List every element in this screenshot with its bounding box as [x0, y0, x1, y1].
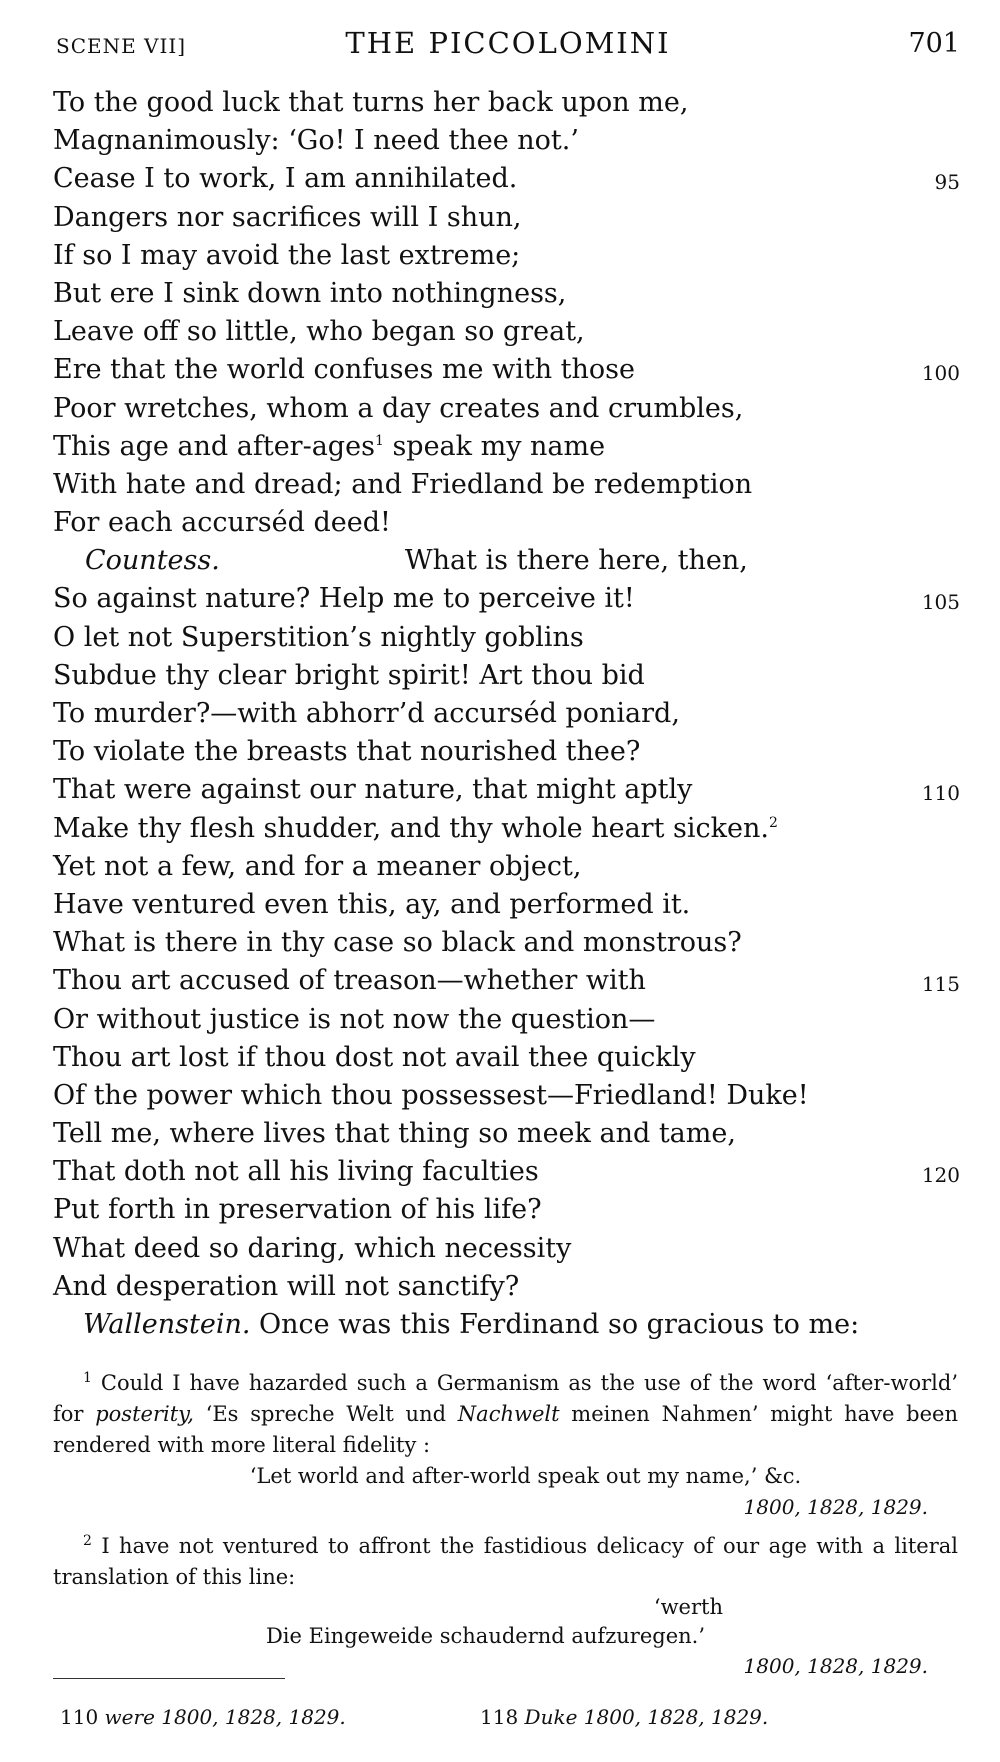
verse-line: Make thy flesh shudder, and thy whole heart sicken.$^2$: [53, 812, 778, 844]
line-number: 120: [921, 1163, 960, 1188]
apparatus-entry: 118 Duke 1800, 1828, 1829.: [480, 1705, 769, 1729]
page-number: 701: [908, 28, 960, 59]
footnote-source: 1800, 1828, 1829.: [743, 1654, 928, 1678]
verse-line: Magnanimously: ‘Go! I need thee not.’: [53, 125, 579, 157]
line-number: 105: [921, 590, 960, 615]
verse-line-speech: Wallenstein. Once was this Ferdinand so gracious to me:: [83, 1309, 860, 1340]
verse-line: That were against our nature, that might aptly 110: [53, 771, 960, 809]
footnote-divider: [53, 1678, 285, 1679]
verse-line: To murder?—with abhorr’d accurséd poniard,: [53, 698, 680, 729]
footnote-source: 1800, 1828, 1829.: [743, 1495, 928, 1519]
verse-line: O let not Superstition’s nightly goblins: [53, 621, 584, 653]
verse-line: That doth not all his living faculties 120: [53, 1153, 960, 1191]
verse-line: To violate the breasts that nourished thee?: [53, 736, 641, 768]
verse-line: And desperation will not sanctify?: [53, 1270, 520, 1302]
verse-line: Thou art accused of treason—whether with 115: [53, 962, 960, 1000]
verse-line: For each accurséd deed!: [53, 507, 391, 539]
footnotes: [53, 1368, 958, 1682]
line-number: 95: [934, 170, 960, 195]
footnote-quote: Die Eingeweide schaudernd aufzuregen.’: [265, 1624, 706, 1648]
verse-text: [53, 84, 960, 1344]
apparatus-entry: 110 were 1800, 1828, 1829.: [60, 1705, 346, 1729]
footnote-1: $^1$ Could I have hazarded such a Germanism as the use of the word ‘after-world’ for posterity, ‘Es spreche Welt und Nachwelt meinen Nahmen’ might have been rendered with more literal fidelity :: [53, 1370, 958, 1457]
verse-line: Or without justice is not now the question—: [53, 1003, 656, 1035]
footnote-quote: ‘Let world and after-world speak out my name,’ &c.: [249, 1464, 802, 1488]
verse-line: Subdue thy clear bright spirit! Art thou bid: [53, 659, 645, 691]
verse-line: Poor wretches, whom a day creates and crumbles,: [53, 392, 744, 424]
verse-line: Cease I to work, I am annihilated. 95: [53, 160, 960, 198]
verse-line: Of the power which thou possessest—Friedland! Duke!: [53, 1079, 809, 1111]
verse-line: Yet not a few, and for a meaner object,: [53, 850, 582, 882]
footnote-2: $^2$ I have not ventured to affront the fastidious delicacy of our age with a literal translation of this line:: [53, 1533, 958, 1589]
verse-line: With hate and dread; and Friedland be redemption: [53, 468, 753, 500]
verse-line: But ere I sink down into nothingness,: [53, 277, 567, 309]
verse-line: If so I may avoid the last extreme;: [53, 239, 521, 271]
footnote-quote: ‘werth: [653, 1595, 723, 1619]
scene-label: SCENE VII]: [56, 34, 187, 58]
verse-line: Put forth in preservation of his life?: [53, 1194, 542, 1226]
running-title: THE PICCOLOMINI: [345, 26, 671, 60]
verse-line: Tell me, where lives that thing so meek and tame,: [53, 1118, 736, 1150]
verse-line: So against nature? Help me to perceive it! 105: [53, 580, 960, 618]
line-number: 100: [921, 361, 960, 386]
footnote-marker: 1: [374, 432, 384, 449]
verse-line: Have ventured even this, ay, and performed it.: [53, 888, 691, 920]
line-number: 110: [921, 781, 960, 806]
verse-line: What is there in thy case so black and monstrous?: [53, 927, 742, 959]
footnote-number: 2: [83, 1533, 92, 1549]
line-number: 115: [921, 972, 960, 997]
verse-line: To the good luck that turns her back upon me,: [53, 87, 689, 118]
running-header: [56, 26, 960, 66]
verse-line: This age and after-ages$^1$ speak my name: [53, 430, 606, 462]
footnote-number: 1: [83, 1370, 92, 1386]
speaker-name: Wallenstein.: [83, 1309, 251, 1340]
footnote-marker: 2: [768, 814, 778, 831]
verse-line: What deed so daring, which necessity: [53, 1232, 572, 1264]
verse-line: Dangers nor sacrifices will I shun,: [53, 201, 522, 233]
verse-line: Thou art lost if thou dost not avail thee quickly: [53, 1041, 696, 1073]
verse-line-speech: Countess. What is there here, then,: [85, 545, 748, 577]
verse-line: Ere that the world confuses me with those 100: [53, 351, 960, 389]
verse-line: Leave off so little, who began so great,: [53, 316, 585, 348]
speaker-name: Countess.: [85, 545, 220, 577]
